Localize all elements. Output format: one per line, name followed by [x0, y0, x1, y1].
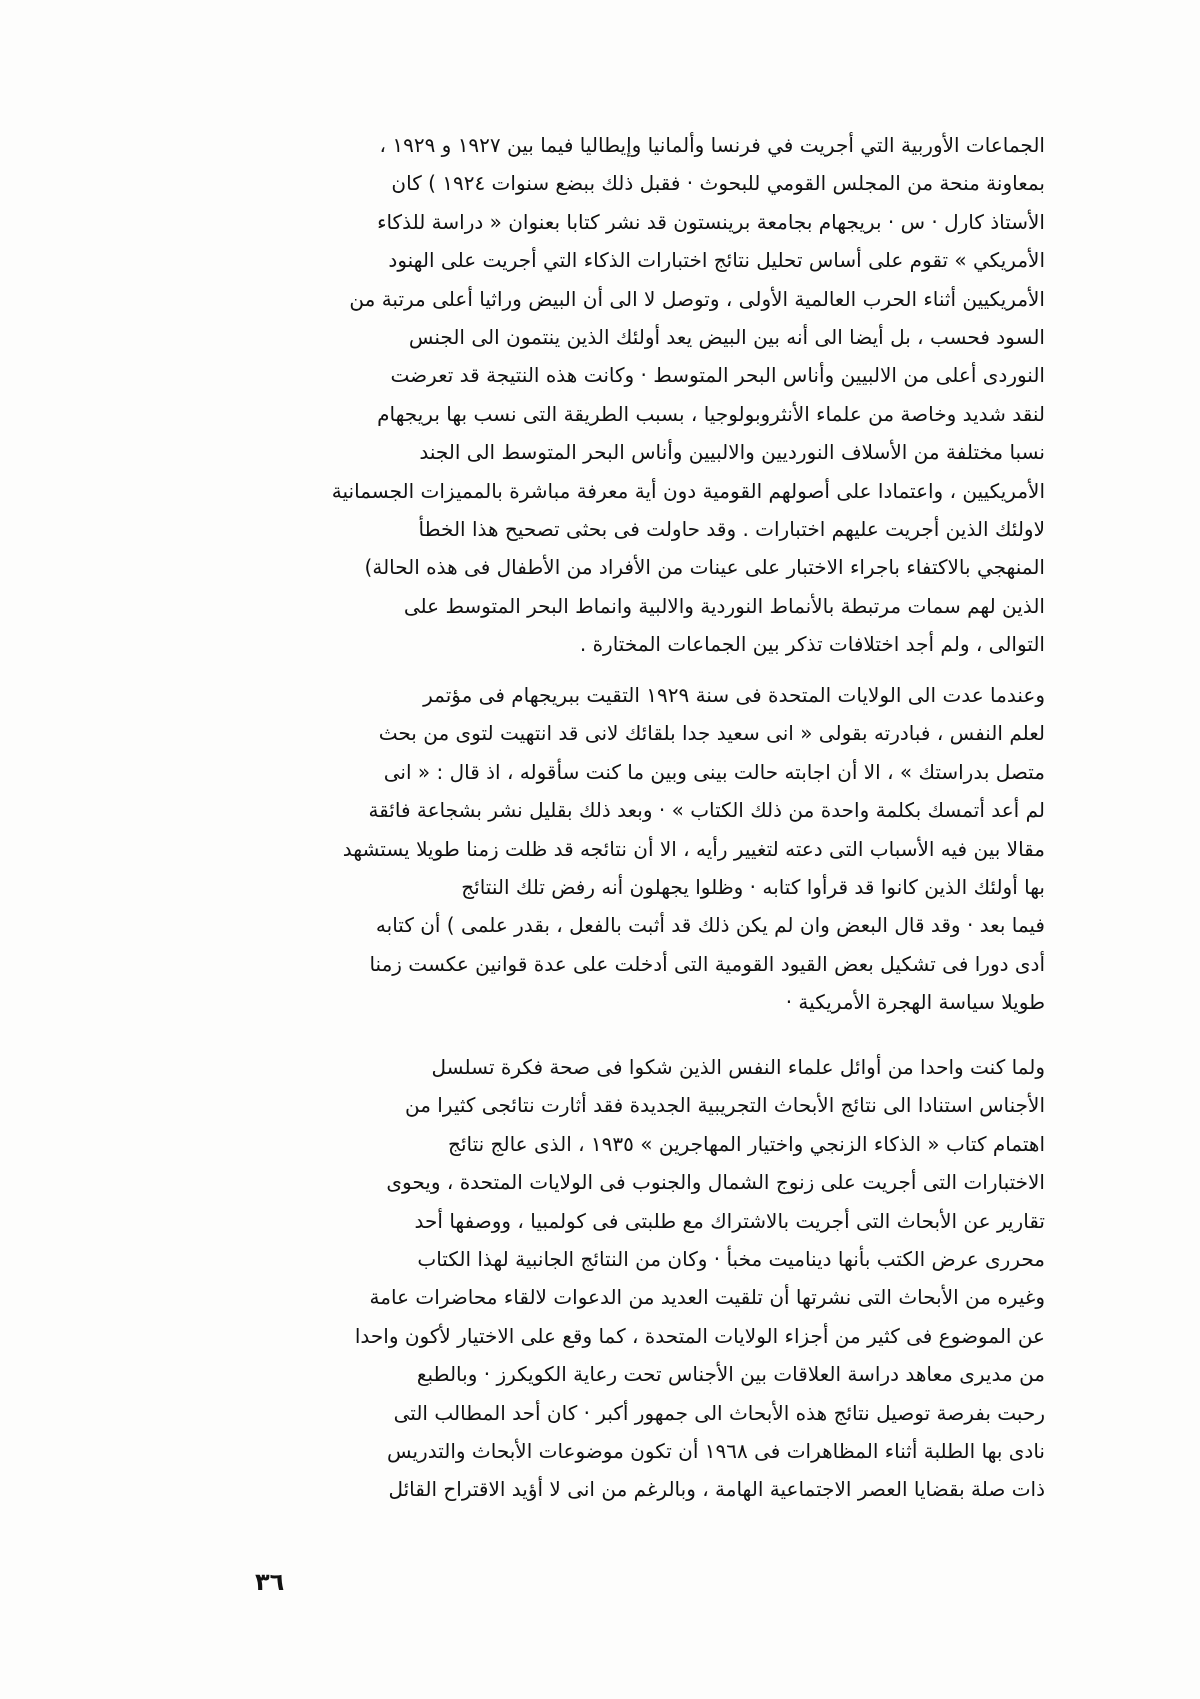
- text-line: الأجناس استنادا الى نتائج الأبحاث التجريبية الجديدة فقد أثارت نتائجى كثيرا من: [404, 1093, 1045, 1118]
- text-line: المنهجي بالاكتفاء باجراء الاختبار على عينات من الأفراد من الأطفال فى هذه الحالة): [364, 555, 1045, 580]
- text-line: الأمريكي » تقوم على أساس تحليل نتائج اختبارات الذكاء التي أجريت على الهنود: [388, 248, 1045, 273]
- text-line: فيما بعد · وقد قال البعض وان لم يكن ذلك قد أثبت بالفعل ، بقدر علمى ) أن كتابه: [375, 913, 1045, 938]
- text-line: تقارير عن الأبحاث التى أجريت بالاشتراك مع طلبتى فى كولمبيا ، ووصفها أحد: [414, 1208, 1045, 1233]
- text-line: أدى دورا فى تشكيل بعض القيود القومية التى أدخلت على عدة قوانين عكست زمنا: [369, 951, 1045, 976]
- text-line: لعلم النفس ، فبادرته بقولى « انى سعيد جدا بلقائك لانى قد انتهيت لتوى من بحث: [378, 721, 1045, 746]
- text-line: النوردى أعلى من الالبيين وأناس البحر المتوسط · وكانت هذه النتيجة قد تعرضت: [390, 363, 1045, 388]
- text-line: نسبا مختلفة من الأسلاف النورديين والالبيين وأناس البحر المتوسط الى الجند: [419, 440, 1045, 465]
- text-line: نادى بها الطلبة أثناء المظاهرات فى ١٩٦٨ أن تكون موضوعات الأبحاث والتدريس: [386, 1439, 1045, 1464]
- text-line: من مديرى معاهد دراسة العلاقات بين الأجناس تحت رعاية الكويكرز · وبالطبع: [416, 1362, 1045, 1387]
- text-line: بها أولئك الذين كانوا قد قرأوا كتابه · وظلوا يجهلون أنه رفض تلك النتائج: [461, 875, 1045, 900]
- paragraph-2: [165, 676, 1045, 1022]
- text-line: وغيره من الأبحاث التى نشرتها أن تلقيت العديد من الدعوات لالقاء محاضرات عامة: [369, 1285, 1045, 1310]
- text-line: مقالا بين فيه الأسباب التى دعته لتغيير رأيه ، الا أن نتائجه قد ظلت زمنا طويلا يستشهد: [342, 836, 1045, 861]
- page-number: ٣٦: [255, 1568, 285, 1596]
- paragraph-3: [165, 1048, 1045, 1509]
- text-line: التوالى ، ولم أجد اختلافات تذكر بين الجماعات المختارة .: [579, 632, 1045, 657]
- text-line: اهتمام كتاب « الذكاء الزنجي واختيار المهاجرين » ١٩٣٥ ، الذى عالج نتائج: [448, 1131, 1045, 1156]
- text-line: الذين لهم سمات مرتبطة بالأنماط النوردية والالبية وانماط البحر المتوسط على: [403, 593, 1045, 618]
- paragraph-3-text: [165, 1048, 1045, 1509]
- text-line: ولما كنت واحدا من أوائل علماء النفس الذين شكوا فى صحة فكرة تسلسل: [431, 1055, 1045, 1079]
- text-line: وعندما عدت الى الولايات المتحدة فى سنة ١٩٢٩ التقيت ببريجهام فى مؤتمر: [423, 683, 1045, 707]
- text-line: عن الموضوع فى كثير من أجزاء الولايات المتحدة ، كما وقع على الاختيار لأكون واحدا: [354, 1323, 1045, 1348]
- text-line: بمعاونة منحة من المجلس القومي للبحوث · فقبل ذلك ببضع سنوات ١٩٢٤ ) كان: [391, 171, 1045, 196]
- text-line: ذات صلة بقضايا العصر الاجتماعية الهامة ، وبالرغم من انى لا أؤيد الاقتراح القائل: [388, 1477, 1045, 1502]
- text-line: محررى عرض الكتب بأنها ديناميت مخبأ · وكان من النتائج الجانبية لهذا الكتاب: [417, 1247, 1045, 1272]
- text-line: الجماعات الأوربية التي أجريت في فرنسا وألمانيا وإيطاليا فيما بين ١٩٢٧ و ١٩٢٩ ،: [379, 133, 1045, 157]
- text-line: لنقد شديد وخاصة من علماء الأنثروبولوجيا ، بسبب الطريقة التى نسب بها بريجهام: [377, 401, 1045, 426]
- text-line: لم أعد أتمسك بكلمة واحدة من ذلك الكتاب » · وبعد ذلك بقليل نشر بشجاعة فائقة: [368, 798, 1045, 823]
- paragraph-1-text: [165, 126, 1045, 664]
- text-line: الأمريكيين ، واعتمادا على أصولهم القومية دون أية معرفة مباشرة بالمميزات الجسمانية: [331, 478, 1045, 503]
- text-line: الأستاذ كارل · س · بريجهام بجامعة برينستون قد نشر كتابا بعنوان « دراسة للذكاء: [377, 209, 1045, 234]
- text-line: الأمريكيين أثناء الحرب العالمية الأولى ، وتوصل لا الى أن البيض وراثيا أعلى مرتبة من: [349, 286, 1045, 311]
- text-line: لاولئك الذين أجريت عليهم اختبارات . وقد حاولت فى بحثى تصحيح هذا الخطأ: [418, 517, 1045, 542]
- text-line: السود فحسب ، بل أيضا الى أنه بين البيض يعد أولئك الذين ينتمون الى الجنس: [408, 325, 1045, 350]
- text-line: الاختبارات التى أجريت على زنوج الشمال والجنوب فى الولايات المتحدة ، ويحوى: [386, 1170, 1045, 1195]
- text-line: طويلا سياسة الهجرة الأمريكية ·: [785, 990, 1045, 1015]
- text-line: رحبت بفرصة توصيل نتائج هذه الأبحاث الى جمهور أكبر · كان أحد المطالب التى: [393, 1400, 1045, 1425]
- paragraph-2-text: [165, 676, 1045, 1022]
- text-line: متصل بدراستك » ، الا أن اجابته حالت بينى وبين ما كنت سأقوله ، اذ قال : « انى: [383, 759, 1045, 784]
- paragraph-1: [165, 126, 1045, 664]
